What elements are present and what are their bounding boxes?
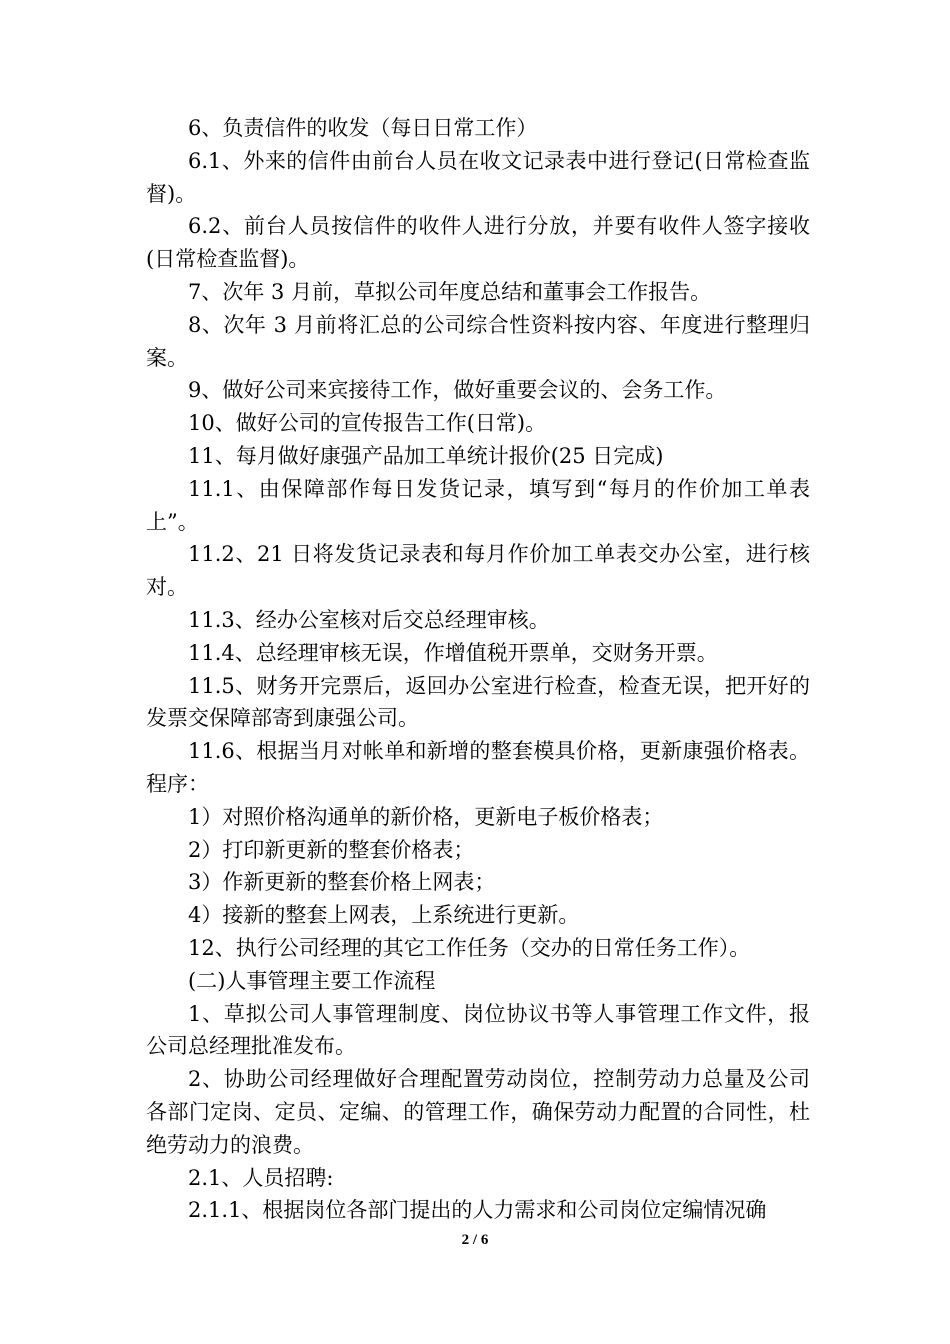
paragraph: 2.1、人员招聘:	[188, 1165, 334, 1190]
paragraph: 2）打印新更新的整套价格表；	[188, 837, 475, 862]
paragraph: 6.1、外来的信件由前台人员在收文记录表中进行登记(日常检查监督)。	[146, 148, 810, 206]
paragraph: 11.1、由保障部作每日发货记录，填写到“每月的作价加工单表上”。	[146, 476, 810, 534]
paragraph: 8、次年 3 月前将汇总的公司综合性资料按内容、年度进行整理归案。	[146, 312, 810, 370]
paragraph: 1）对照价格沟通单的新价格，更新电子板价格表；	[188, 804, 664, 829]
paragraph: 7、次年 3 月前，草拟公司年度总结和董事会工作报告。	[188, 279, 712, 304]
paragraph: 10、做好公司的宣传报告工作(日常)。	[188, 411, 547, 436]
paragraph: 12、执行公司经理的其它工作任务（交办的日常任务工作）。	[188, 935, 751, 960]
paragraph: 9、做好公司来宾接待工作，做好重要会议的、会务工作。	[188, 378, 727, 403]
paragraph: 6、负责信件的收发（每日日常工作）	[188, 116, 538, 140]
page-number: 2 / 6	[461, 1232, 489, 1248]
document-body	[146, 112, 810, 1227]
paragraph: 2.1.1、根据岗位各部门提出的人力需求和公司岗位定编情况确	[188, 1198, 767, 1223]
section-heading: (二)人事管理主要工作流程	[188, 968, 436, 993]
paragraph: 4）接新的整套上网表，上系统进行更新。	[188, 903, 580, 928]
paragraph: 11、每月做好康强产品加工单统计报价(25 日完成)	[188, 443, 664, 468]
paragraph: 11.5、财务开完票后，返回办公室进行检查，检查无误，把开好的发票交保障部寄到康强公司。	[146, 673, 810, 731]
paragraph: 2、协助公司经理做好合理配置劳动岗位，控制劳动力总量及公司各部门定岗、定员、定编、的管理工作，确保劳动力配置的合同性，杜绝劳动力的浪费。	[146, 1067, 810, 1157]
paragraph: 11.2、21 日将发货记录表和每月作价加工单表交办公室，进行核对。	[146, 542, 810, 600]
paragraph: 11.3、经办公室核对后交总经理审核。	[188, 607, 550, 632]
paragraph: 11.6、根据当月对帐单和新增的整套模具价格，更新康强价格表。程序：	[146, 739, 810, 796]
paragraph: 11.4、总经理审核无误，作增值税开票单，交财务开票。	[188, 640, 718, 665]
paragraph: 6.2、前台人员按信件的收件人进行分放，并要有收件人签字接收(日常检查监督)。	[146, 214, 810, 272]
paragraph: 3）作新更新的整套价格上网表；	[188, 870, 496, 895]
paragraph: 1、草拟公司人事管理制度、岗位协议书等人事管理工作文件，报公司总经理批准发布。	[146, 1001, 810, 1059]
